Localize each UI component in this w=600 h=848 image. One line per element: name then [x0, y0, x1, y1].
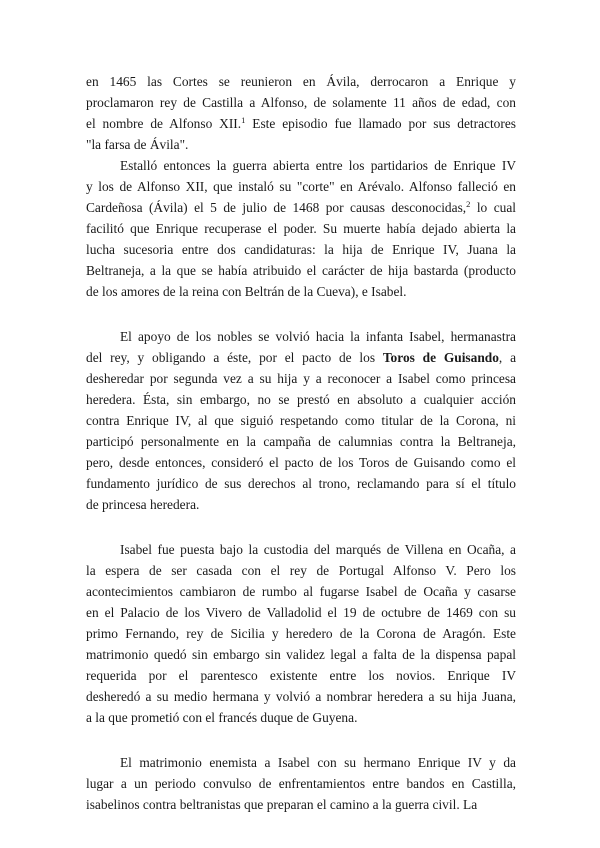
text-line: fundamento jurídico de sus derechos al trono, reclamando para sí el título: [86, 476, 516, 491]
text-line: heredera. Ésta, sin embargo, no se prestó en absoluto a cualquier acción: [86, 392, 516, 407]
text-segment: el nombre de Alfonso XII.: [86, 116, 242, 131]
text-line: El apoyo de los nobles se volvió hacia la infanta Isabel, hermanastra: [120, 329, 516, 344]
text-line: [86, 198, 516, 218]
text-line: facilitó que Enrique recuperase el poder. Su muerte había dejado abierta la: [86, 221, 516, 236]
text-line: la espera de ser casada con el rey de Portugal Alfonso V. Pero los: [86, 563, 516, 578]
text-line: [86, 114, 516, 134]
text-line: de los amores de la reina con Beltrán de la Cueva), e Isabel.: [86, 284, 407, 299]
text-line: en el Palacio de los Vivero de Valladolid el 19 de octubre de 1469 con su: [86, 605, 516, 620]
text-line: pero, desde entonces, consideró el pacto de los Toros de Guisando como el: [86, 455, 516, 470]
text-line: Estalló entonces la guerra abierta entre los partidarios de Enrique IV: [120, 158, 516, 173]
bold-term: Toros de Guisando: [382, 350, 499, 365]
text-line: El matrimonio enemista a Isabel con su hermano Enrique IV y da: [120, 755, 516, 770]
text-segment: , a: [498, 350, 517, 365]
text-line: y los de Alfonso XII, que instaló su "corte" en Arévalo. Alfonso falleció en: [86, 179, 516, 194]
text-line: "la farsa de Ávila".: [86, 137, 189, 152]
text-line: proclamaron rey de Castilla a Alfonso, de solamente 11 años de edad, con: [86, 95, 516, 110]
text-segment: Cardeñosa (Ávila) el 5 de julio de 1468 por causas desconocidas,: [86, 200, 467, 215]
text-line: participó personalmente en la campaña de calumnias contra la Beltraneja,: [86, 434, 516, 449]
text-line: lugar a un periodo convulso de enfrentamientos entre bandos en Castilla,: [86, 776, 516, 791]
text-line: desheredar por segunda vez a su hija y a reconocer a Isabel como princesa: [86, 371, 516, 386]
text-line: desheredó a su medio hermana y volvió a nombrar heredera a su hija Juana,: [86, 689, 516, 704]
text-line: lucha sucesoria entre dos candidaturas: la hija de Enrique IV, Juana la: [86, 242, 516, 257]
text-line: Isabel fue puesta bajo la custodia del marqués de Villena en Ocaña, a: [120, 542, 516, 557]
footnote-marker[interactable]: 2: [466, 199, 471, 209]
text-line: matrimonio quedó sin embargo sin validez legal a falta de la dispensa papal: [86, 647, 516, 662]
text-line: isabelinos contra beltranistas que preparan el camino a la guerra civil. La: [86, 797, 478, 812]
text-line: primo Fernando, rey de Sicilia y heredero de la Corona de Aragón. Este: [86, 626, 516, 641]
text-segment: lo cual: [470, 200, 516, 215]
text-line: [86, 348, 516, 368]
text-line: Beltraneja, a la que se había atribuido el carácter de hija bastarda (producto: [86, 263, 516, 278]
text-line: contra Enrique IV, al que siguió respetando como titular de la Corona, ni: [86, 413, 516, 428]
text-line: a la que prometió con el francés duque de Guyena.: [86, 710, 358, 725]
text-line: acontecimientos cambiaron de rumbo al fugarse Isabel de Ocaña y casarse: [86, 584, 516, 599]
text-segment: Este episodio fue llamado por sus detractores: [245, 116, 516, 131]
text-line: requerida por el parentesco existente entre los novios. Enrique IV: [86, 668, 516, 683]
text-segment: del rey, y obligando a éste, por el pacto de los: [86, 350, 383, 365]
text-line: de princesa heredera.: [86, 497, 200, 512]
text-line: en 1465 las Cortes se reunieron en Ávila, derrocaron a Enrique y: [86, 74, 516, 89]
footnote-marker[interactable]: 1: [241, 115, 246, 125]
